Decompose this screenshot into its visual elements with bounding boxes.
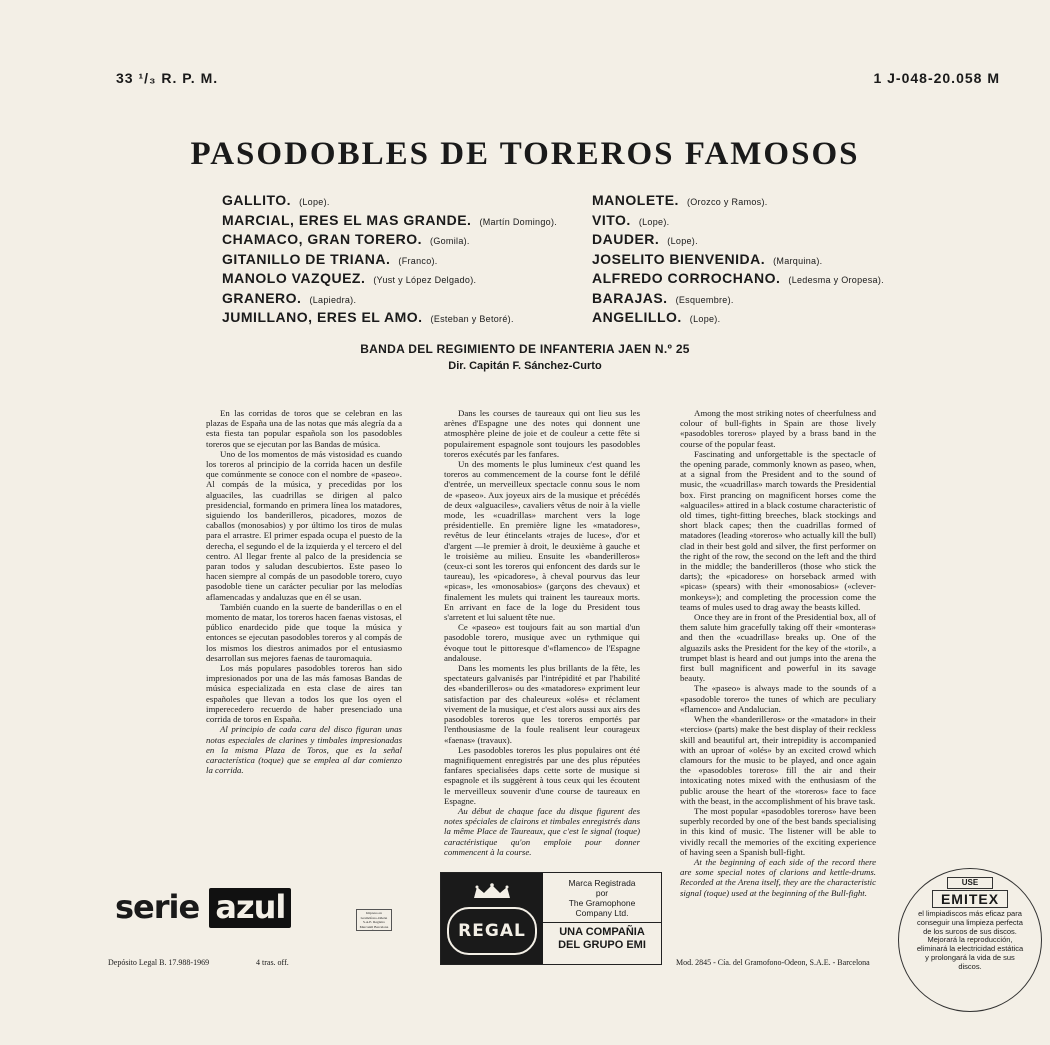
paragraph-italic: Au début de chaque face du disque figurent des notes spéciales de clairons et timbales enregistrés dans la même Place de Taureaux, que c'est le signal (toque) caractéristique qu'on emploie pour donner commencent à la course. — [444, 805, 640, 857]
catalog-number: 1 J-048-20.058 M — [873, 70, 1000, 86]
track-title: MANOLO VAZQUEZ. — [222, 270, 366, 286]
track-item — [222, 231, 557, 251]
emitex-description: el limpiadiscos más eficaz para conseguir una limpieza perfecta de los surcos de sus discos. Mejorará la reproducción, eliminará la electricidad estática y prolongará la vida de sus discos. — [916, 909, 1024, 971]
trademark-line: Company Ltd. — [575, 908, 629, 918]
track-author: (Lope). — [638, 216, 670, 227]
print-note: 4 tras. off. — [256, 958, 289, 967]
printer-stamp: Impreso en Gramófono-Odeón S.A.E. Registro Mercantil Barcelona N.º 125 — [356, 909, 392, 931]
notes-english — [680, 408, 876, 898]
emi-group-line: UNA COMPAÑIA — [559, 926, 645, 938]
track-title: JOSELITO BIENVENIDA. — [592, 250, 766, 267]
paragraph: Dans les moments les plus brillants de la fête, les spectateurs galvanisés par l'intrépidité et par l'habilité des «banderilleros» ou des «matadores» expriment leur satisfaction par des chaleureux «olés» et réclament vivement de la musique, et c'est alors aussi aux airs des pasodobles toreros que les toreros emportés par l'enthousiasme de la foule realisent leur courageux «faenas» (travaux). — [444, 663, 640, 745]
track-author: (Lope). — [299, 197, 330, 207]
track-item — [592, 212, 884, 232]
emitex-use: USE — [947, 877, 993, 889]
paragraph: The most popular «pasodobles toreros» have been superbly recorded by one of the best bands specialising in this kind of music. The listener will be able to vividly recall the memories of the exciting experience of having seen a Spanish bull-fight. — [680, 805, 876, 857]
track-title: BARAJAS. — [592, 289, 668, 306]
paragraph: Ce «paseo» est toujours fait au son martial d'un pasodoble torero, musique avec un rythmique qui évoque tout le pittoresque d'«flamenco» de l'Espagne andalouse. — [444, 622, 640, 663]
track-author: (Lapiedra). — [309, 294, 357, 305]
track-item — [222, 212, 557, 232]
regal-label-box — [440, 872, 662, 965]
paragraph: Among the most striking notes of cheerfulness and colour of bull-fights in Spain are those lively «pasodobles toreros» played by a brass band in the course of the popular feast. — [680, 408, 876, 449]
tracklist-side-b — [592, 192, 884, 329]
track-title: JUMILLANO, ERES EL AMO. — [222, 309, 423, 325]
paragraph: Un des moments le plus lumineux c'est quand les toreros au commencement de la course font le défilé d'entrée, un merveilleux spectacle connu sous le nom de «paseo». Aux joyeux airs de la musique et précédés de deux «alguaciles», cavaliers vêtus de noir à la vielle mode, les «cuadrillas» marchent vers la loge présidentielle. En première ligne les «matadores», revêtus de leur étincelants «trajes de luces», d'or et d'argent —le premier à droit, le deuxième à gauche et le troisième au milieu. Ensuite les «banderilleros» (ceux-ci sont les toreros qui enfoncent des dards sur le taureau), les «picadores», à cheval pourvus das leur «picas», les «monosabios» (garçons des chevaux) et finalement les mulets qui trainent les taureaux morts. En arrivant en face de la loge du President tous s'arretent et lui saluent tête nue. — [444, 459, 640, 623]
notes-french — [444, 408, 640, 857]
track-item — [222, 192, 557, 212]
paragraph: When the «banderilleros» or the «matador» in their «tercios» (parts) make the best display of their reckless skill and beautiful art, their intrepidity is accompanied with an uproar of «olés» by an excited crowd which clamours for the music to be played, and once again the «pasodobles toreros» fill the air and their intoxicating notes mixed with the enthusiasm of the public arouse the heart of the «toreros» face to face with the beast, in the accomplishment of his brave task. — [680, 714, 876, 806]
regal-trademark — [543, 873, 661, 964]
trademark-line: The Gramophone — [568, 898, 636, 908]
track-title: MARCIAL, ERES EL MAS GRANDE. — [222, 211, 472, 228]
track-item — [592, 251, 884, 271]
emitex-name: EMITEX — [932, 890, 1008, 908]
divider — [543, 922, 661, 923]
track-author: (Franco). — [398, 255, 438, 266]
conductor: Dir. Capitán F. Sánchez-Curto — [448, 360, 602, 372]
track-item — [222, 309, 557, 329]
track-author: (Esquembre). — [675, 294, 734, 305]
track-author: (Lope). — [667, 236, 698, 246]
paragraph: The «paseo» is always made to the sounds of a «pasodoble torero» the tunes of which are peculiary «flamenco» and Andalucian. — [680, 683, 876, 714]
track-title: GALLITO. — [222, 192, 292, 208]
track-title: DAUDER. — [592, 231, 660, 247]
track-item — [222, 251, 557, 271]
track-item — [592, 290, 884, 310]
emitex-badge — [898, 868, 1042, 1012]
track-author: (Lope). — [689, 314, 721, 324]
serie-logo-highlight: azul — [209, 888, 291, 928]
paragraph: Dans les courses de taureaux qui ont lieu sus les arènes d'Espagne une des notes qui donnent une atmosphère pleine de joie et de couleur a cette fête si populairement espagnole sont toujours les pasodobles toreros exécutés par les fanfares. — [444, 408, 640, 459]
track-author: (Yust y López Delgado). — [373, 275, 477, 285]
track-author: (Esteban y Betoré). — [430, 314, 514, 324]
track-title: GITANILLO DE TRIANA. — [222, 250, 391, 267]
track-title: VITO. — [592, 211, 631, 228]
paragraph: Once they are in front of the Presidential box, all of them salute him gracefully taking off their «monteras» and then the «cuadrillas» breaks up. One of the alguazils asks the President for the key of the «toril», a trumpet blast is heard and out jumps into the arena the first bull magnificent and powerful in its savage beauty. — [680, 612, 876, 684]
paragraph: También cuando en la suerte de banderillas o en el momento de matar, los toreros hacen faenas vistosas, el público enardecido pide que toque la música y entonces se ejecutan pasodobles toreros y al compás de los mismos los diestros animados por el entusiasmo desarrollan sus mejores faenas de tauromaquia. — [206, 601, 402, 663]
regal-logo-panel — [441, 873, 543, 964]
track-item — [592, 270, 884, 290]
track-title: MANOLETE. — [592, 192, 679, 208]
tracklist-side-a — [222, 192, 557, 329]
track-author: (Martín Domingo). — [479, 216, 558, 227]
crown-icon — [472, 883, 512, 899]
serie-azul-logo — [115, 888, 291, 926]
track-author: (Gomila). — [430, 236, 470, 246]
track-author: (Ledesma y Oropesa). — [788, 275, 884, 285]
track-author: (Marquina). — [773, 255, 823, 266]
track-title: ALFREDO CORROCHANO. — [592, 270, 781, 286]
record-speed: 33 ¹/₃ R. P. M. — [116, 70, 219, 86]
paragraph: Les pasodobles toreros les plus populaires ont été magnifiquement enregistrés par une des plus réputées fanfares specialisées daps cette sorte de musique si espagnole et ils suggèrent à tous ceux qui les écoutent le merveilleux souvenir d'une course de taureaux en Espagne. — [444, 744, 640, 806]
track-item — [222, 270, 557, 290]
track-title: CHAMACO, GRAN TORERO. — [222, 231, 423, 247]
emi-group-line: DEL GRUPO EMI — [558, 939, 646, 951]
track-item — [222, 290, 557, 310]
track-item — [592, 192, 884, 212]
track-title: GRANERO. — [222, 289, 302, 306]
track-item — [592, 231, 884, 251]
paragraph-italic: Al principio de cada cara del disco figuran unas notas especiales de clarines y timbales impresionadas en la misma Plaza de Toros, que es la señal característica (toque) que se emplea al dar comienzo la corrida. — [206, 724, 402, 776]
trademark-line: Marca Registrada — [568, 878, 636, 888]
manufacturer-line: Mod. 2845 - Cía. del Gramofono-Odeon, S.A.E. - Barcelona — [676, 958, 870, 967]
paragraph-italic: At the beginning of each side of the record there are some special notes of clarions and kettle-drums. Recorded at the Arena itself, they are the characteristic signal (toque) used at the beginning of the Bull-fight. — [680, 856, 876, 898]
deposito-legal: Depósito Legal B. 17.988-1969 — [108, 958, 210, 967]
band-name: BANDA DEL REGIMIENTO DE INFANTERIA JAEN N.º 25 — [360, 342, 690, 356]
serie-logo-word: serie — [115, 888, 210, 926]
paragraph: Los más populares pasodobles toreros han sido impresionados por una de las más famosas Bandas de música especializada en esta clase de aires tan españoles que llevan a todos los que los oyen el imperecedero recuerdo de haber presenciado una corrida de toros en España. — [206, 663, 402, 725]
track-item — [592, 309, 884, 329]
notes-spanish — [206, 408, 402, 775]
track-title: ANGELILLO. — [592, 309, 682, 325]
page-title: PASODOBLES DE TOREROS FAMOSOS — [190, 136, 860, 172]
paragraph: En las corridas de toros que se celebran en las plazas de España una de las notas que más alegría da a esta fiesta tan popular española son los pasodobles toreros que se ejecutan por las Bandas de música. — [206, 408, 402, 449]
paragraph: Fascinating and unforgettable is the spectacle of the opening parade, commonly known as paseo, when, at a signal from the President and to the sound of music, the «cuadrillas» march towards the Presidential box. First prancing on magnificent horses come the «alguaciles» attired in a black costume characteristic of old times, tight-fitting breeches, black stockings and short black capes; then the cuadrillas formed of matadores (leading «toreros» who actually kill the bull) clad in their best gold and silver, the first performer on the right of the row, the second on the left and the third in the middle; the banderilleros (those who stick the darts); the «picadores» on horseback armed with «picas» (spears) with their «monosabios» («clever-monkeys»); and completing the procession come the teams of mules used to drag away the beasts killed. — [680, 448, 876, 612]
paragraph: Uno de los momentos de más vistosidad es cuando los toreros al principio de la corrida hacen un desfile que comúnmente se conoce con el nombre de «paseo». Al compás de la música, y precedidas por los alguaciles, las cuadrillas se dirigen al palco presidencial, formando en primera línea los matadores, siguiendo los banderilleros, picadores, mozos de caballos (monosabios) y por último los tiros de mulas para el arrastre. El primer espada ocupa el puesto de la derecha, el segundo el de la izquierda y el tercero el del centro. Al llegar frente al palco de la presidencia se paran todos y saludan descubiertos. Este paseo lo hacen siempre al compás de un pasodoble torero, cuyo pasodoble tiene un carácter peculiar por las melodías aflamencadas y andaluzas que en él se usan. — [206, 448, 402, 602]
trademark-line: por — [595, 888, 609, 898]
regal-logo: REGAL — [447, 907, 537, 955]
track-author: (Orozco y Ramos). — [686, 197, 768, 207]
